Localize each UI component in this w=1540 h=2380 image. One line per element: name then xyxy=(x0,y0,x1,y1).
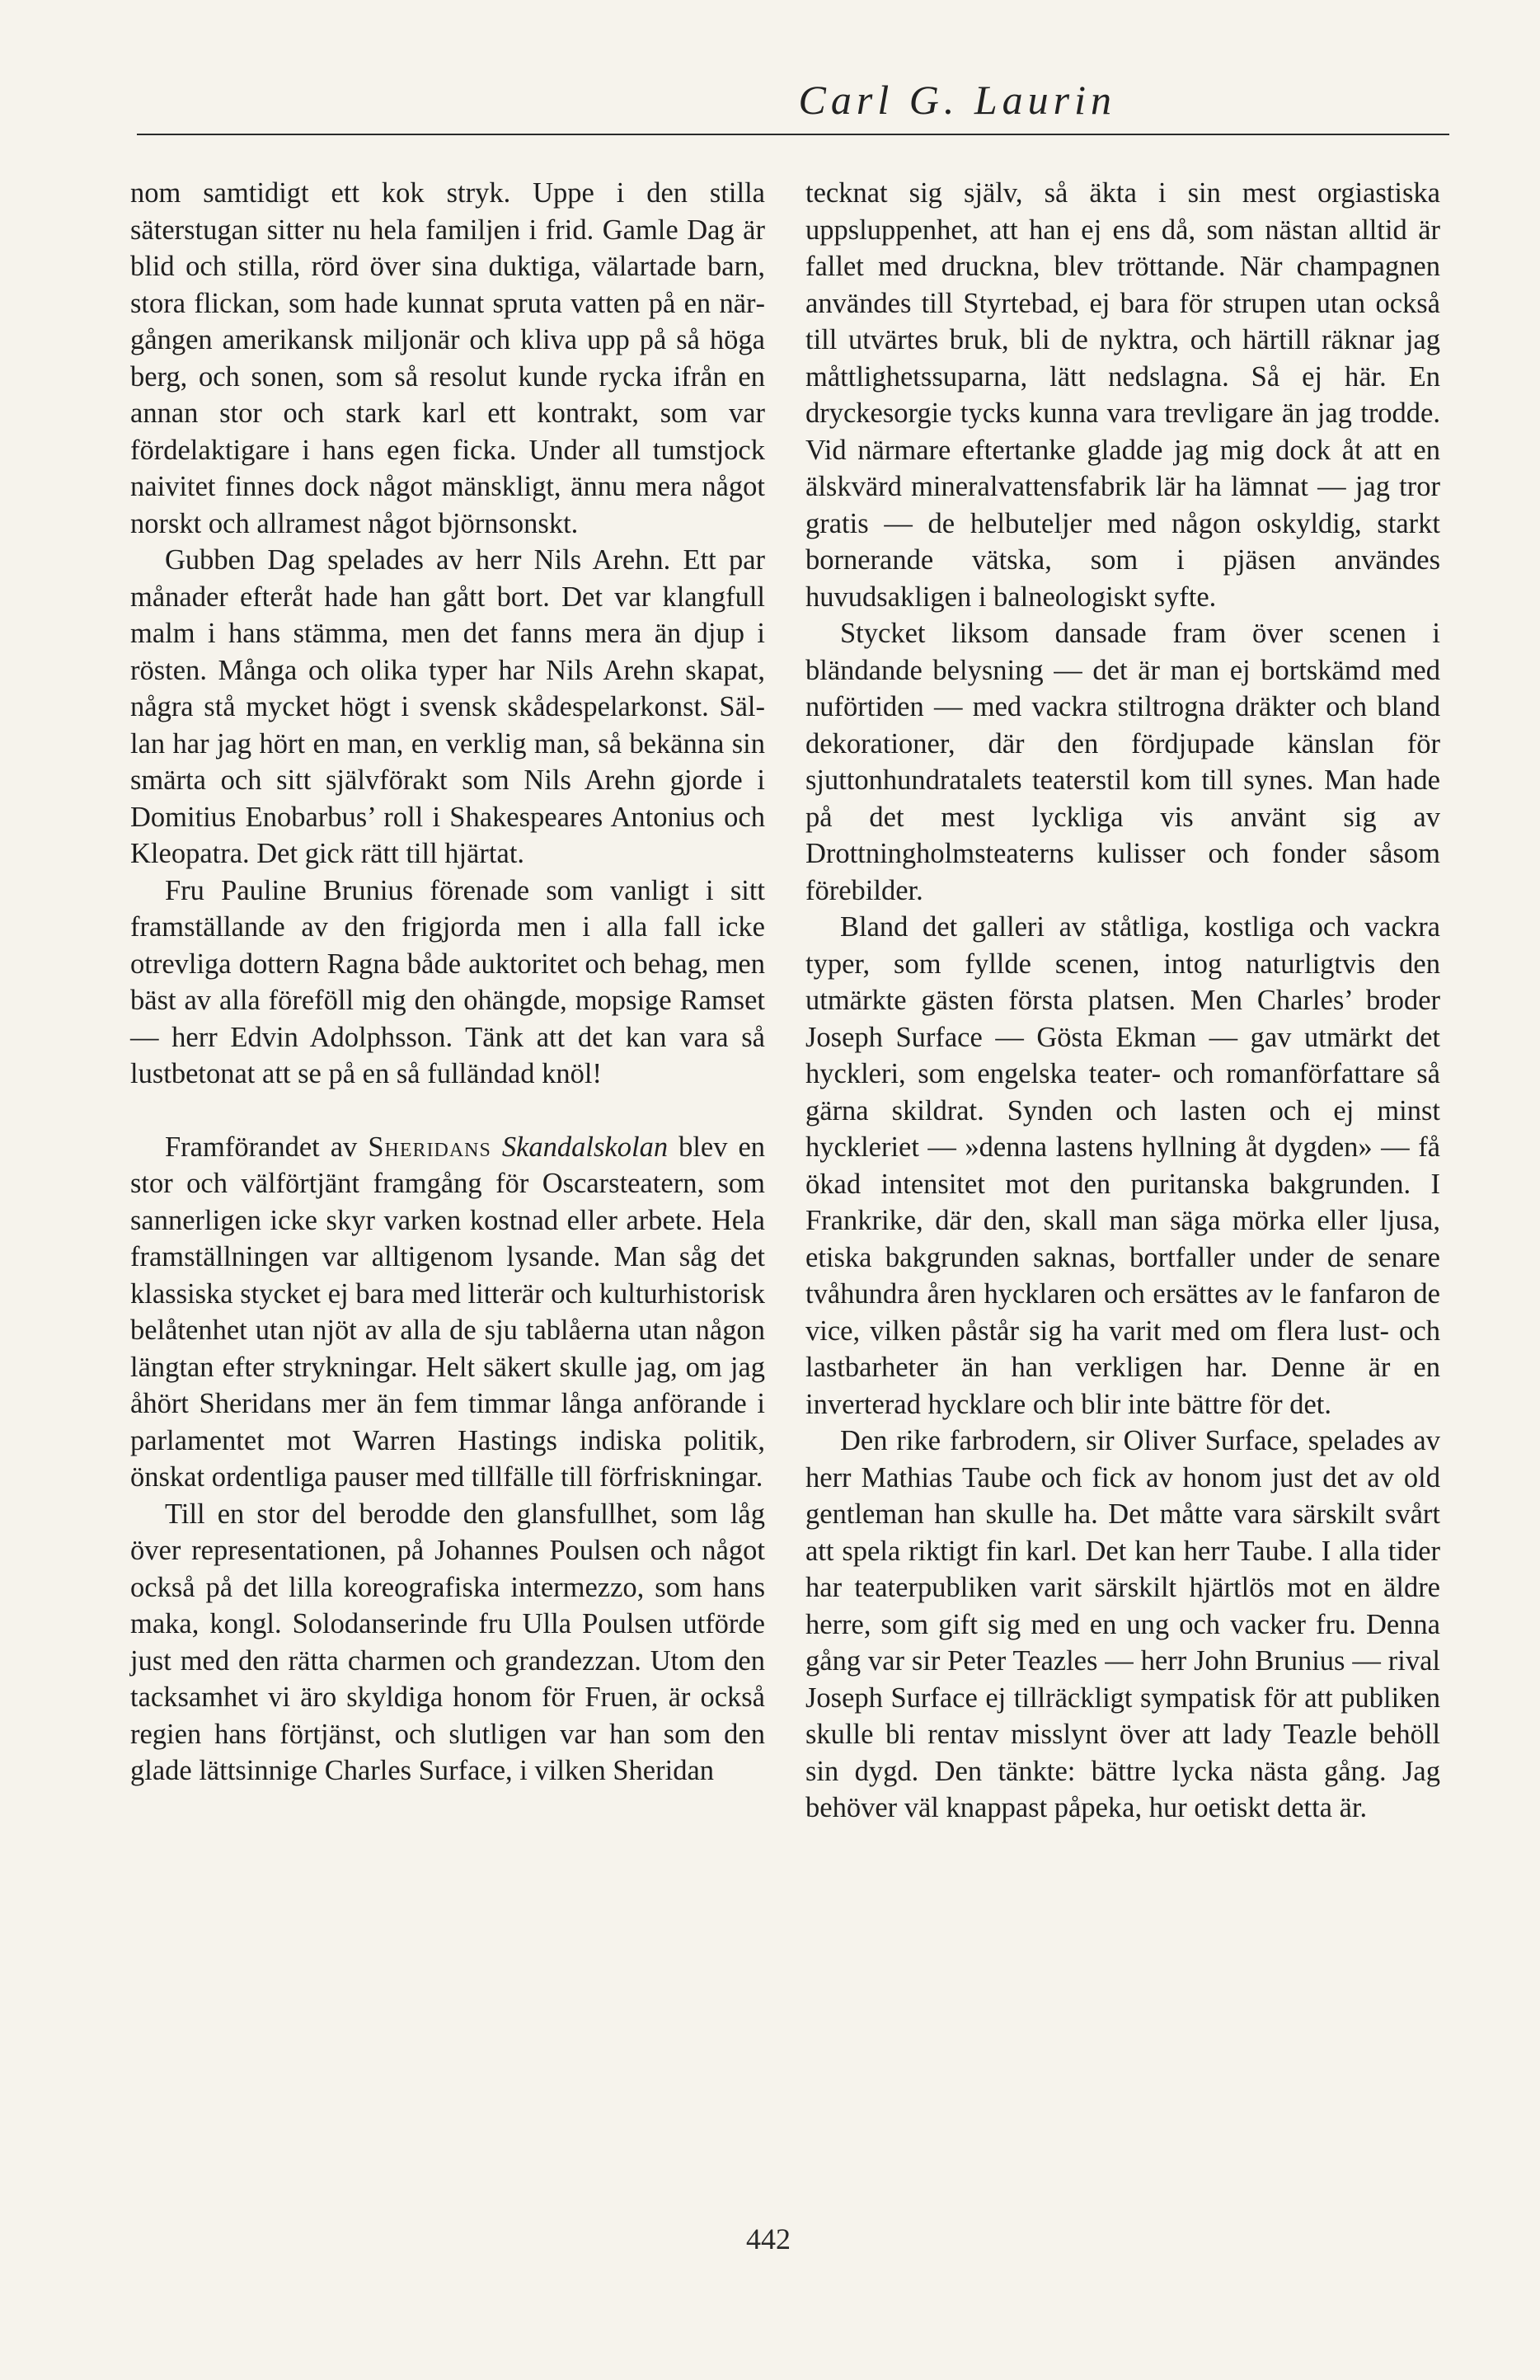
paragraph-rest: blev en stor och välförtjänt framgång för Oscarsteatern, som sannerligen icke skyr varken kostnad eller arbete. Hela framställningen var alltigenom lysande. Man såg det klassiska stycket ej bara med litterär och kulturhistorisk belåtenhet utan njöt av alla de sju tablåerna utan någon längtan efter strykningar. Helt säkert skulle jag, om jag åhört Sheridans mer än fem timmar långa anförande i parlamentet mot Warren Hastings indiska politik, önskat ordentliga pauser med tillfälle till förfriskningar. xyxy=(130,1131,766,1493)
play-title: Skandalskolan xyxy=(501,1131,669,1163)
left-column xyxy=(130,175,765,1790)
paragraph: Gubben Dag spelades av herr Nils Arehn. Ett par månader efteråt hade han gått bort. Det var klangfull malm i hans stämma, men det fanns mera än djup i rösten. Många och olika typer har Nils Arehn skapat, några stå mycket högt i svensk skådespelarkonst. Sällan har jag hört en man, en verklig man, så bekänna sin smärta och sitt självförakt som Nils Arehn gjorde i Domitius Enobarbus’ roll i Shakespeares Antonius och Kleopatra. Det gick rätt till hjärtat. xyxy=(130,544,765,869)
paragraph: Stycket liksom dansade fram över scenen i bländande belysning — det är man ej bortskämd med nuförtiden — med vackra stiltrogna dräkter och bland dekorationer, där den fördjupade känslan för sjuttonhundratalets teaterstil kom till synes. Man hade på det mest lyckliga vis använt sig av Drottningholmsteaterns kulisser och fonder såsom förebilder. xyxy=(805,618,1440,906)
right-column xyxy=(805,175,1440,1827)
page-number: 442 xyxy=(746,2222,791,2255)
running-title: Carl G. Laurin xyxy=(798,77,1116,123)
author-name: Sheridans xyxy=(368,1131,491,1163)
paragraph-lead: Framförandet av xyxy=(165,1131,358,1163)
paragraph: tecknat sig själv, så äkta i sin mest orgiastiska uppsluppenhet, att han ej ens då, som nästan alltid är fallet med druckna, blev tröttande. När champagnen användes till Styrtebad, ej bara för strupen utan också till utvärtes bruk, bli de nyktra, och härtill räknar jag måttlighetssuparna, lätt nedslagna. Så ej här. En dryckesorgie tycks kunna vara trevligare än jag trodde. Vid närmare eftertanke gladde jag mig dock åt att en älskvärd mineralvattensfabrik lär ha lämnat — jag tror gratis — de helbuteljer med någon oskyldig, starkt bornerande vätska, som i pjäsen användes huvudsakligen i balneologiskt syfte. xyxy=(805,177,1440,613)
paragraph: Bland det galleri av ståtliga, kostliga och vackra typer, som fyllde scenen, intog naturligtvis den utmärkte gästen första platsen. Men Charles’ broder Joseph Surface — Gösta Ekman — gav utmärkt det hyckleri, som engelska teater- och romanförfattare så gärna skildrat. Synden och lasten och ej minst hyckleriet — »denna lastens hyllning åt dygden» — få ökad intensitet mot den puritanska bakgrunden. I Frankrike, där den, skall man säga mörka eller ljusa, etiska bakgrunden saknas, bortfaller under de senare tvåhundra åren hycklaren och ersättes av le fanfaron de vice, vilken påstår sig ha varit med om flera lust- och lastbarheter än han verkligen har. Denne är en inverterad hycklare och blir inte bättre för det. xyxy=(805,911,1440,1420)
paragraph: nom samtidigt ett kok stryk. Uppe i den stilla säterstugan sitter nu hela familjen i frid. Gamle Dag är blid och stilla, rörd över sina duktiga, välartade barn, stora flickan, som hade kunnat spruta vatten på en närgången amerikansk miljonär och kliva upp på så höga berg, och sonen, som så resolut kunde rycka ifrån en annan stor och stark karl ett kontrakt, som var fördelaktigare i hans egen ficka. Under all tumstjock naivitet finnes dock något mänskligt, ännu mera något norskt och allramest något björnsonskt. xyxy=(130,177,765,539)
paragraph: Till en stor del berodde den glansfullhet, som låg över representationen, på Johannes Poulsen och något också på det lilla koreografiska intermezzo, som hans maka, kongl. Solodanserinde fru Ulla Poulsen utförde just med den rätta charmen och grandezzan. Utom den tacksamhet vi äro skyldiga honom för Fruen, är också regien hans förtjänst, och slutligen var han som den glade lättsinnige Charles Surface, i vilken Sheridan xyxy=(130,1498,765,1786)
running-head xyxy=(137,73,1449,135)
paragraph: Fru Pauline Brunius förenade som vanligt i sitt framställande av den frigjorda men i alla fall icke otrevliga dottern Ragna både auktoritet och behag, men bäst av alla föreföll mig den ohängde, mopsige Ramset — herr Edvin Adolphsson. Tänk att det kan vara så lustbetonat att se på en så fulländad knöl! xyxy=(130,874,765,1089)
section-start-paragraph xyxy=(130,1129,765,1496)
paragraph: Den rike farbrodern, sir Oliver Surface, spelades av herr Mathias Taube och fick av honom just det av old gentleman han skulle ha. Det måtte vara särskilt svårt att spela riktigt fin karl. Det kan herr Taube. I alla tider har teaterpubliken varit särskilt hjärtlös mot en äldre herre, som gift sig med en ung och vacker fru. Denna gång var sir Peter Teazles — herr John Brunius — rival Joseph Surface ej tillräckligt sympatisk för att publiken skulle bli rentav misslynt över att lady Teazle behöll sin dygd. Den tänkte: bättre lycka nästa gång. Jag behöver väl knappast påpeka, hur oetiskt detta är. xyxy=(805,1425,1440,1823)
